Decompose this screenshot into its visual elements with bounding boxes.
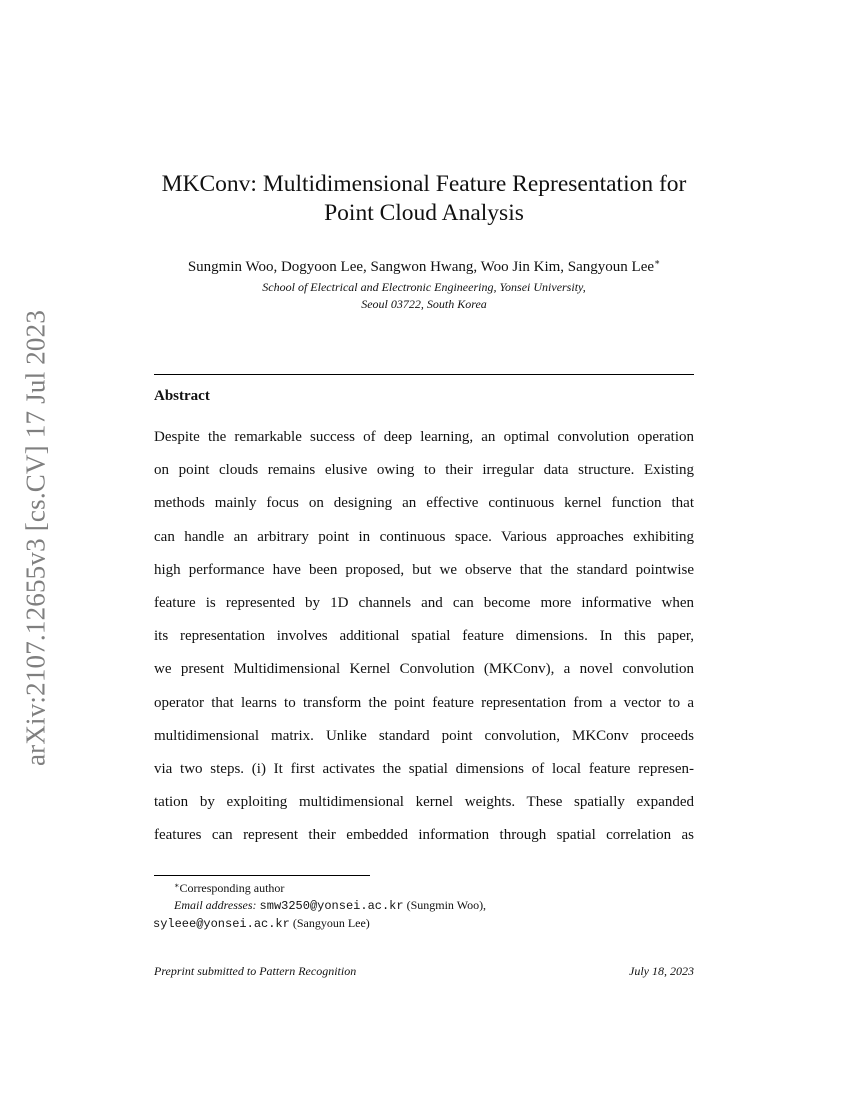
title-line-1: MKConv: Multidimensional Feature Representation for — [161, 171, 687, 197]
corresponding-author-mark: ∗ — [654, 257, 661, 267]
paper-title — [110, 170, 738, 228]
author-list — [110, 253, 738, 276]
abstract-line: we present Multidimensional Kernel Convolution (MKConv), a novel convolution — [154, 661, 694, 678]
abstract-divider — [154, 374, 694, 375]
abstract-body — [154, 421, 694, 852]
abstract-line: its representation involves additional spatial feature dimensions. In this paper, — [154, 628, 694, 645]
abstract-heading: Abstract — [154, 388, 210, 404]
abstract-line: Despite the remarkable success of deep learning, an optimal convolution operation — [154, 429, 694, 445]
email-name-2: (Sangyoun Lee) — [292, 916, 370, 930]
affiliation — [110, 279, 738, 313]
email-name-1: (Sungmin Woo), — [406, 898, 487, 912]
abstract-line: feature is represented by 1D channels and can become more informative when — [154, 594, 694, 611]
email-link-1[interactable]: smw3250@yonsei.ac.kr — [259, 899, 404, 913]
abstract-line: tation by exploiting multidimensional kernel weights. These spatially expanded — [154, 794, 694, 811]
footnote-corresponding — [154, 877, 714, 897]
footnotes — [154, 877, 714, 933]
title-line-2: Point Cloud Analysis — [324, 200, 524, 226]
author-names: Sungmin Woo, Dogyoon Lee, Sangwon Hwang, Woo Jin Kim, Sangyoun Lee — [187, 259, 655, 275]
affiliation-line-1: School of Electrical and Electronic Engineering, Yonsei University, — [262, 280, 586, 294]
abstract-line: via two steps. (i) It first activates the spatial dimensions of local feature represen- — [154, 760, 694, 777]
arxiv-identifier: arXiv:2107.12655v3 [cs.CV] 17 Jul 2023 — [20, 309, 51, 767]
email-link-2[interactable]: syleee@yonsei.ac.kr — [153, 917, 290, 931]
abstract-line: on point clouds remains elusive owing to their irregular data structure. Existing — [154, 462, 694, 479]
abstract-line: operator that learns to transform the point feature representation from a vector to a — [154, 694, 694, 711]
footnote-emails — [154, 897, 714, 915]
abstract-line: can handle an arbitrary point in continuous space. Various approaches exhibiting — [154, 528, 694, 545]
email-label: Email addresses: — [174, 898, 257, 912]
abstract-line: multidimensional matrix. Unlike standard point convolution, MKConv proceeds — [154, 727, 694, 744]
footnote-corresponding-text: Corresponding author — [179, 881, 285, 895]
abstract-line: features can represent their embedded information through spatial correlation as — [154, 827, 694, 844]
footnote-mark: ∗ — [174, 881, 180, 890]
footnote-emails-continued — [153, 915, 714, 933]
affiliation-line-2: Seoul 03722, South Korea — [361, 297, 487, 311]
footnote-divider — [154, 875, 370, 876]
abstract-line: methods mainly focus on designing an effective continuous kernel function that — [154, 495, 694, 512]
footer-journal: Preprint submitted to Pattern Recognition — [154, 964, 357, 978]
abstract-line: high performance have been proposed, but we observe that the standard pointwise — [154, 561, 694, 578]
footer-date: July 18, 2023 — [629, 964, 694, 978]
